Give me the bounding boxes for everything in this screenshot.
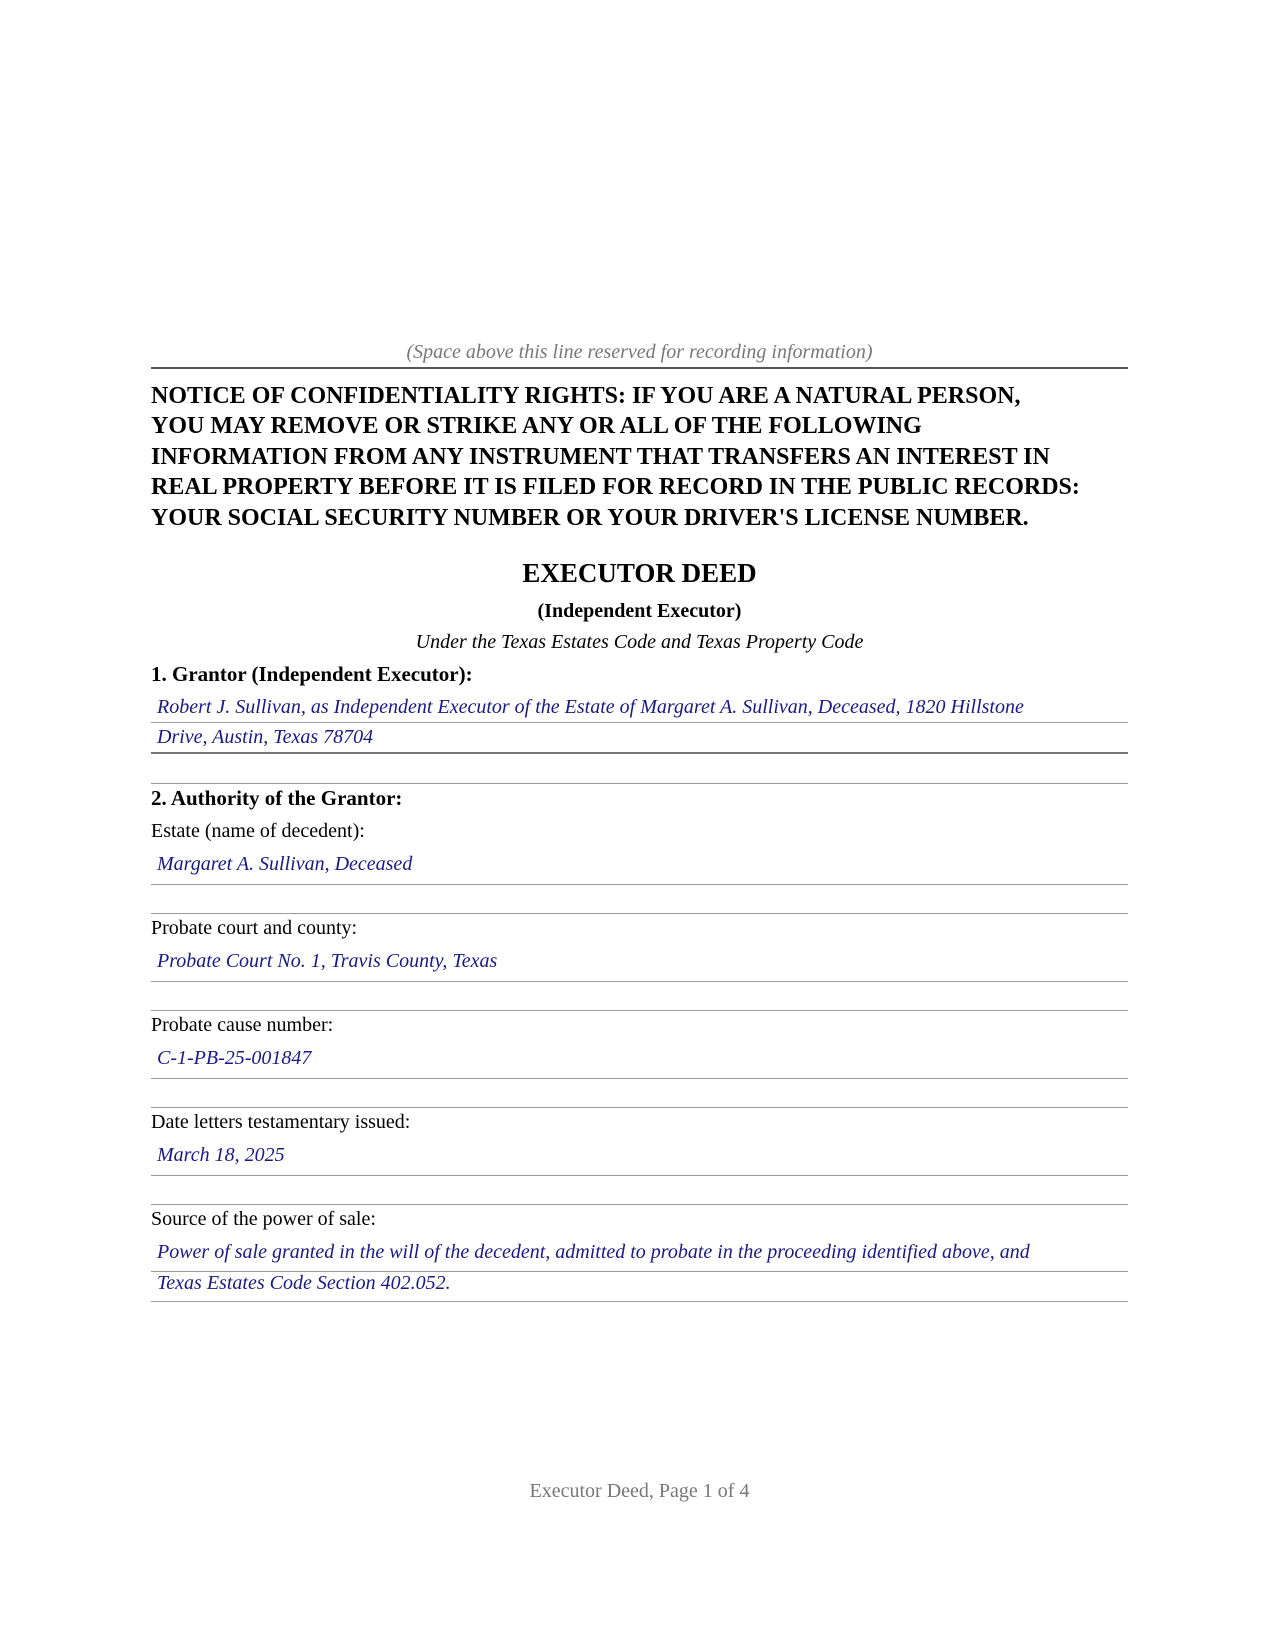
power-of-sale-value-line[interactable]: Power of sale granted in the will of the decedent, admitted to probate in the proceeding identified above, and — [157, 1241, 1030, 1263]
notice-line: NOTICE OF CONFIDENTIALITY RIGHTS: IF YOU ARE A NATURAL PERSON, — [151, 383, 1021, 409]
recording-divider — [151, 367, 1128, 369]
probate-court-label: Probate court and county: — [151, 917, 358, 939]
recording-space-note: (Space above this line reserved for recording information) — [406, 341, 873, 363]
letters-date-value[interactable]: March 18, 2025 — [157, 1144, 285, 1166]
letters-date-label: Date letters testamentary issued: — [151, 1111, 411, 1133]
estate-name-value[interactable]: Margaret A. Sullivan, Deceased — [157, 853, 413, 875]
document-subtitle: (Independent Executor) — [537, 600, 742, 622]
field-rule — [151, 752, 1128, 754]
estate-name-label: Estate (name of decedent): — [151, 820, 365, 842]
power-of-sale-value-line[interactable]: Texas Estates Code Section 402.052. — [157, 1272, 451, 1294]
field-rule — [151, 1301, 1128, 1302]
notice-line: YOUR SOCIAL SECURITY NUMBER OR YOUR DRIVER'S LICENSE NUMBER. — [151, 504, 1029, 531]
notice-line: INFORMATION FROM ANY INSTRUMENT THAT TRANSFERS AN INTEREST IN — [151, 443, 1050, 470]
field-rule — [151, 884, 1128, 885]
grantor-heading: 1. Grantor (Independent Executor): — [151, 662, 473, 686]
deed-page — [151, 0, 1128, 1650]
cause-number-label: Probate cause number: — [151, 1014, 334, 1036]
grantor-value-line[interactable]: Robert J. Sullivan, as Independent Executor of the Estate of Margaret A. Sullivan, Deceased, 1820 Hillstone — [157, 696, 1024, 718]
notice-line: YOU MAY REMOVE OR STRIKE ANY OR ALL OF THE FOLLOWING — [151, 413, 922, 440]
cause-number-value[interactable]: C-1-PB-25-001847 — [157, 1047, 312, 1069]
document-title: EXECUTOR DEED — [522, 558, 757, 588]
document-authority: Under the Texas Estates Code and Texas Property Code — [415, 631, 864, 653]
probate-court-value[interactable]: Probate Court No. 1, Travis County, Texas — [157, 950, 498, 972]
authority-heading: 2. Authority of the Grantor: — [151, 786, 403, 810]
grantor-value-line[interactable]: Drive, Austin, Texas 78704 — [157, 726, 374, 748]
confidentiality-notice — [151, 381, 1128, 533]
notice-line: REAL PROPERTY BEFORE IT IS FILED FOR RECORD IN THE PUBLIC RECORDS: — [151, 474, 1080, 501]
page-footer: Executor Deed, Page 1 of 4 — [529, 1480, 750, 1502]
field-rule — [151, 981, 1128, 982]
power-of-sale-label: Source of the power of sale: — [151, 1208, 376, 1230]
field-rule — [151, 1078, 1128, 1079]
field-rule — [151, 1175, 1128, 1176]
